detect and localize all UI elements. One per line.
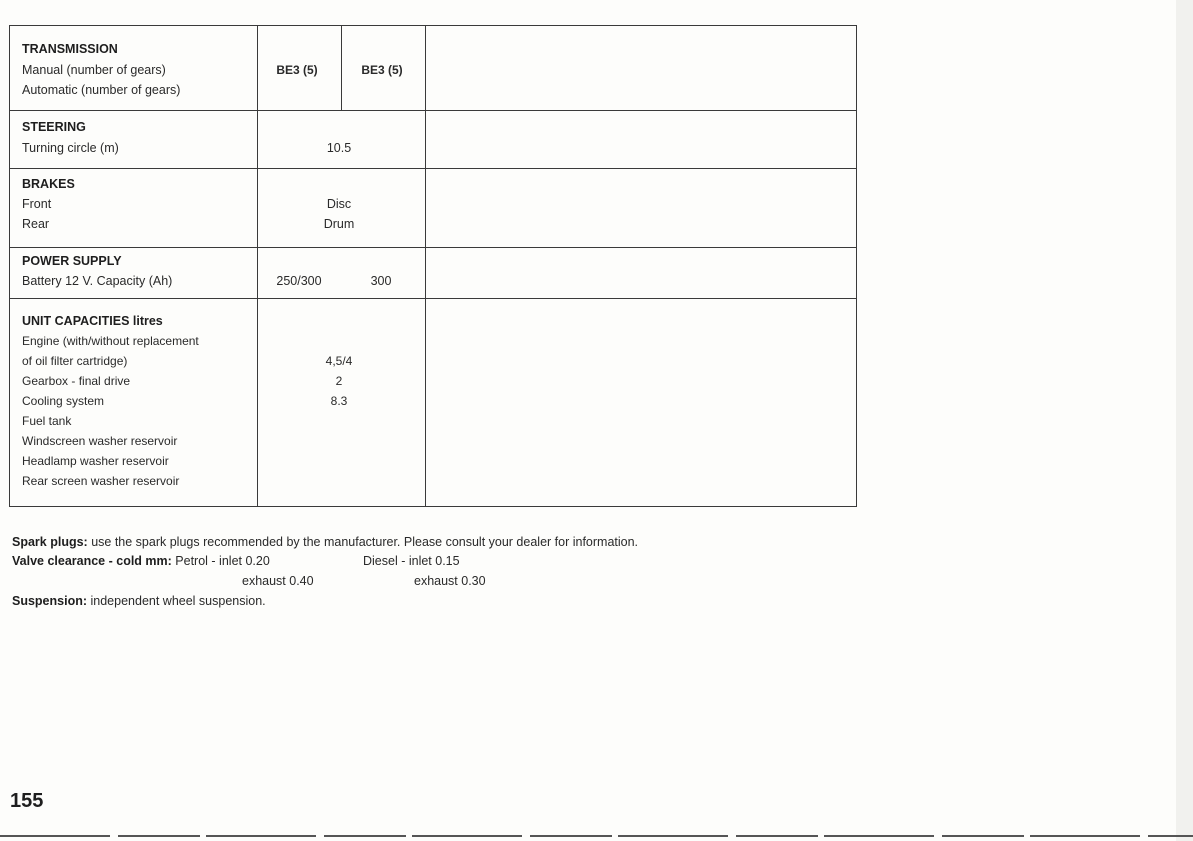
row-label: Rear	[22, 217, 50, 231]
page-bottom-rule	[0, 835, 1193, 837]
brakes-front-value: Disc	[326, 197, 352, 211]
battery-value-col1: 250/300	[276, 274, 322, 288]
valve-petrol-exhaust: exhaust 0.40	[242, 574, 314, 588]
spark-plugs-text: use the spark plugs recommended by the manufacturer. Please consult your dealer for information.	[91, 535, 639, 549]
brakes-rear-value: Drum	[323, 217, 355, 231]
row-label: Manual (number of gears)	[22, 63, 166, 77]
valve-diesel-inlet: Diesel - inlet 0.15	[363, 554, 460, 568]
suspension-note	[12, 593, 266, 609]
section-heading-brakes: BRAKES	[22, 177, 75, 191]
transmission-value-col1: BE3 (5)	[276, 63, 318, 77]
row-label: Battery 12 V. Capacity (Ah)	[22, 274, 173, 288]
valve-petrol-inlet: Petrol - inlet 0.20	[175, 554, 270, 568]
table-border-right	[856, 25, 857, 507]
page-edge	[1176, 0, 1193, 841]
spark-plugs-label: Spark plugs:	[12, 535, 88, 549]
table-divider	[9, 110, 857, 111]
spark-plugs-note	[12, 534, 638, 550]
section-heading-power-supply: POWER SUPPLY	[22, 254, 122, 268]
valve-diesel-exhaust: exhaust 0.30	[414, 574, 486, 588]
row-label: Automatic (number of gears)	[22, 83, 181, 97]
valve-clearance-label: Valve clearance - cold mm:	[12, 554, 172, 568]
table-border-top	[9, 25, 857, 26]
table-divider	[9, 168, 857, 169]
row-label: Cooling system	[22, 394, 105, 408]
table-border-left	[9, 25, 10, 507]
section-heading-transmission: TRANSMISSION	[22, 42, 118, 56]
engine-oil-value: 4,5/4	[325, 354, 353, 368]
transmission-value-col2: BE3 (5)	[361, 63, 403, 77]
gearbox-value: 2	[335, 374, 343, 388]
battery-value-col2: 300	[370, 274, 392, 288]
row-label: Gearbox - final drive	[22, 374, 131, 388]
turning-circle-value: 10.5	[326, 141, 352, 155]
cooling-system-value: 8.3	[330, 394, 348, 408]
table-column-divider	[257, 25, 258, 507]
section-heading-steering: STEERING	[22, 120, 86, 134]
row-label: Windscreen washer reservoir	[22, 434, 178, 448]
row-label: Turning circle (m)	[22, 141, 119, 155]
table-divider	[9, 247, 857, 248]
suspension-label: Suspension:	[12, 594, 88, 608]
table-divider	[9, 298, 857, 299]
page-number: 155	[10, 790, 44, 812]
suspension-text: independent wheel suspension.	[90, 594, 266, 608]
section-heading-unit-capacities: UNIT CAPACITIES litres	[22, 314, 163, 328]
row-label: Engine (with/without replacement	[22, 334, 199, 348]
row-label: Front	[22, 197, 52, 211]
row-label: Rear screen washer reservoir	[22, 474, 180, 488]
row-label: Fuel tank	[22, 414, 72, 428]
table-column-divider	[425, 25, 426, 507]
valve-clearance-label-line	[12, 553, 270, 569]
table-border-bottom	[9, 506, 857, 507]
table-column-divider	[341, 25, 342, 111]
row-label: of oil filter cartridge)	[22, 354, 128, 368]
row-label: Headlamp washer reservoir	[22, 454, 169, 468]
